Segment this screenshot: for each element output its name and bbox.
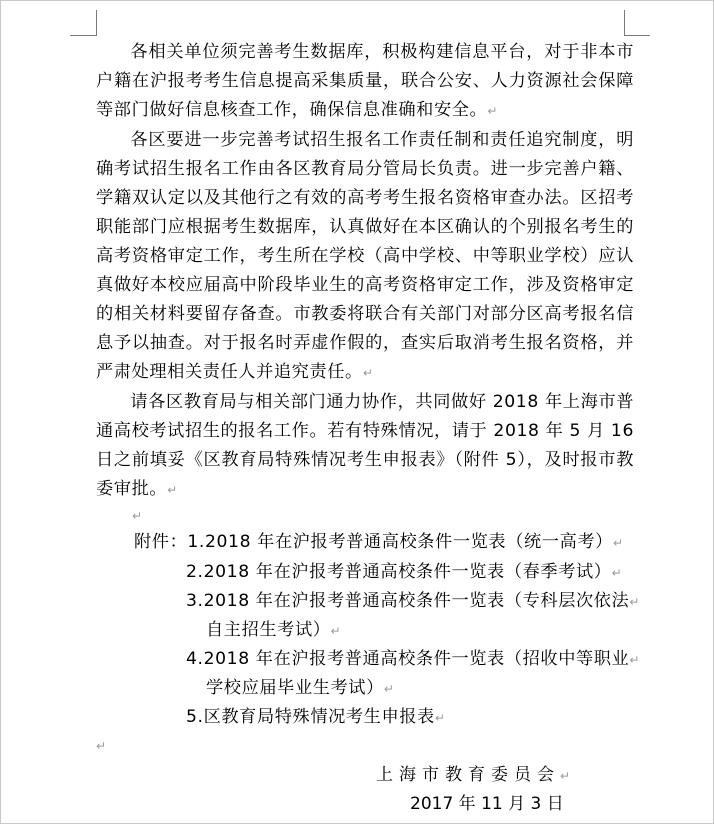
crop-mark-top-left-h (70, 35, 96, 36)
paragraph-mark: ↵ (629, 653, 640, 667)
paragraph-1 (96, 38, 634, 126)
attachment-item-2 (186, 558, 622, 587)
document-body (96, 38, 634, 505)
paragraph-2-text: 各区要进一步完善考试招生报名工作责任制和责任追究制度，明确考试招生报名工作由各区教育局分管局长负责。进一步完善户籍、学籍双认定以及其他行之有效的高考考生报名资格审查办法。区招考职能部门应根据考生数据库，认真做好在本区确认的个别报名考生的高考资格审定工作，考生所在学校（高中学校、中等职业学校）应认真做好本校应届高中阶段毕业生的高考资格审定工作，涉及资格审定的相关材料要留存备查。市教委将联合有关部门对部分区高考报名信息予以抽查。对于报名时弄虚作假的，查实后取消考生报名资格，并严肃处理相关责任人并追究责任。 (96, 130, 634, 382)
paragraph-mark: ↵ (612, 536, 624, 550)
attachment-item-3-cont (206, 616, 341, 645)
attachment-item-1-text: 1.2018 年在沪报考普通高校条件一览表（统一高考） (187, 532, 613, 552)
attachment-item-5-text: 5.区教育局特殊情况考生申报表 (186, 707, 435, 727)
attachment-item-4 (186, 645, 640, 674)
paragraph-mark: ↵ (132, 509, 143, 523)
attachment-item-2-text: 2.2018 年在沪报考普通高校条件一览表（春季考试） (186, 562, 612, 582)
attachments-label: 附件： (134, 532, 188, 552)
paragraph-mark: ↵ (560, 769, 571, 783)
attachment-item-4-text: 4.2018 年在沪报考普通高校条件一览表（招收中等职业 (186, 649, 630, 669)
paragraph-mark: ↵ (362, 366, 374, 380)
paragraph-mark: ↵ (611, 566, 623, 580)
crop-mark-top-right-v (624, 10, 625, 36)
signature-text: 上海市教育委员会 (376, 765, 560, 785)
paragraph-mark: ↵ (330, 624, 342, 638)
attachment-item-5 (186, 703, 446, 732)
paragraph-3-text: 请各区教育局与相关部门通力协作，共同做好 2018 年上海市普通高校考试招生的报名工作。若有特殊情况，请于 2018 年 5 月 16 日之前填妥《区教育局特殊情况考生申报表》（附件 5），及时报市教委审批。 (96, 392, 634, 499)
date-text: 2017 年 11 月 3 日 (410, 794, 564, 814)
paragraph-mark: ↵ (96, 739, 107, 753)
attachment-item-4-cont (206, 674, 395, 703)
paragraph-1-text: 各相关单位须完善考生数据库，积极构建信息平台，对于非本市户籍在沪报考考生信息提高采集质量，联合公安、人力资源社会保障等部门做好信息核查工作，确保信息准确和安全。 (96, 42, 634, 120)
paragraph-mark: ↵ (383, 682, 395, 696)
attachment-item-1 (134, 528, 624, 557)
document-date (410, 789, 564, 814)
paragraph-mark: ↵ (434, 711, 446, 725)
paragraph-mark: ↵ (167, 483, 178, 497)
paragraph-2 (96, 126, 634, 388)
attachment-item-3 (186, 587, 640, 616)
crop-mark-top-left-v (96, 10, 97, 36)
crop-mark-top-right-h (624, 35, 650, 36)
blank-line (96, 732, 106, 761)
attachment-item-3-cont-text: 自主招生考试） (206, 620, 331, 640)
blank-line (132, 502, 142, 531)
signature (376, 760, 570, 785)
paragraph-mark: ↵ (629, 595, 640, 609)
paragraph-mark: ↵ (487, 104, 498, 118)
attachment-item-4-cont-text: 学校应届毕业生考试） (206, 678, 384, 698)
paragraph-3 (96, 388, 634, 505)
attachment-item-3-text: 3.2018 年在沪报考普通高校条件一览表（专科层次依法 (186, 591, 630, 611)
